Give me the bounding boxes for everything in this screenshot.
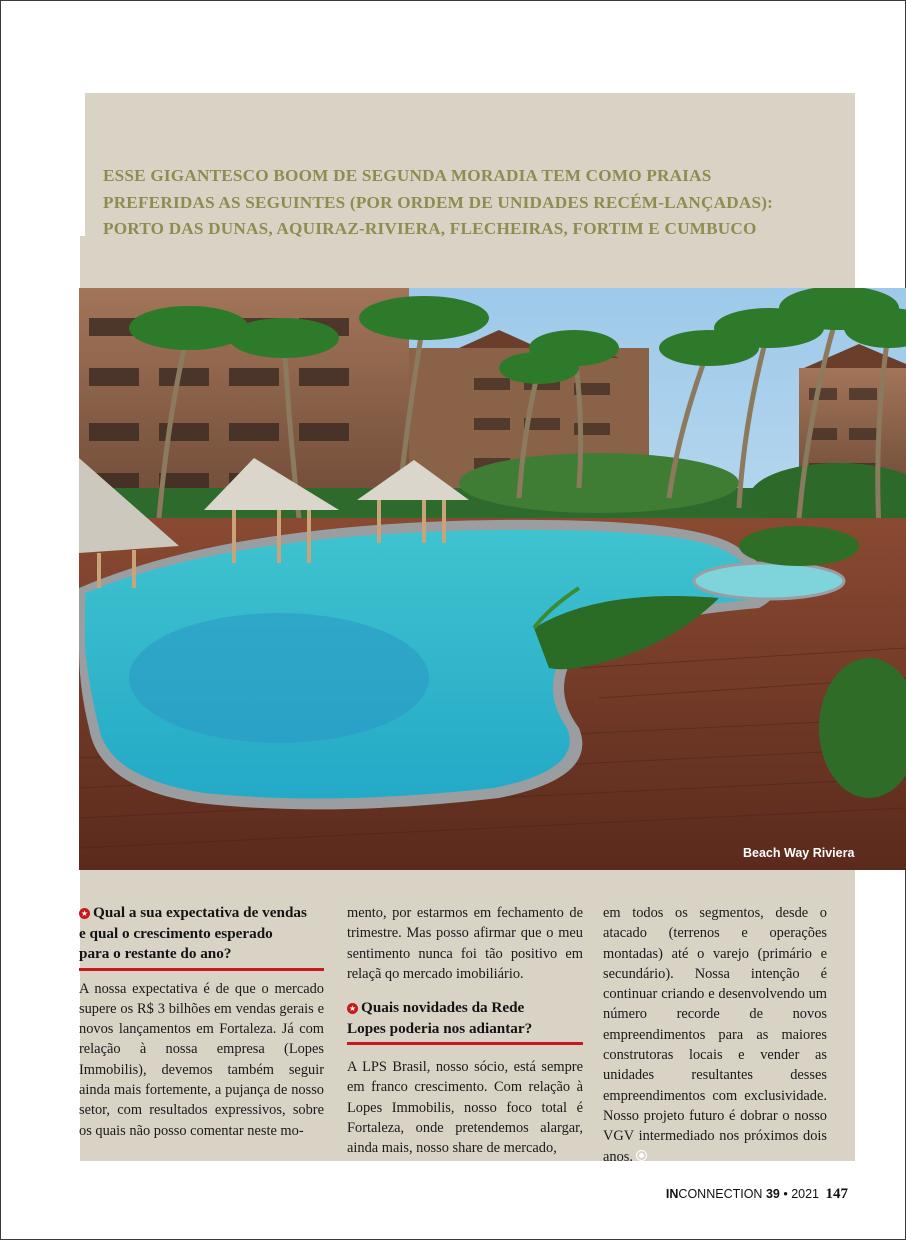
question-line: e qual o crescimento esperado [79,924,273,942]
issue-number: 39 [765,1187,780,1201]
page-number: 147 [825,1186,848,1202]
answer-paragraph: mento, por estarmos em fechamento de trimestre. Mas posso afirmar que o meu sentimento nunca foi tão positivo em relaçã qo mercado imobiliário. [347,905,583,982]
red-divider [347,1042,583,1045]
question-line: Quais novidades da Rede [361,999,525,1017]
answer-paragraph: A LPS Brasil, nosso sócio, está sempre em franco crescimento. Com relação à Lopes Immobilis, nosso foco total é Fortaleza, onde pretendemos alargar, ainda mais, nosso share de mercado, [347,1059,583,1157]
magazine-brand-bold: IN [665,1187,679,1201]
text-column-2 [347,903,583,1159]
footer-separator: • [783,1187,788,1201]
quote-accent-bar [80,93,85,236]
resort-pool-photo [79,288,906,870]
answer-paragraph: A nossa expectativa é de que o mercado supere os R$ 3 bilhões em vendas gerais e novos lançamentos em Fortaleza. Já com relação à nossa empresa (Lopes Immobilis), devemos também seguir ainda mais fortemente, a pujança de nosso setor, com resultados expressivos, sobre os quais não posso comentar neste mo- [79,980,324,1139]
pull-quote-line: PORTO DAS DUNAS, AQUIRAZ-RIVIERA, FLECHEIRAS, FORTIM E CUMBUCO [103,219,757,238]
end-of-article-icon [636,1150,647,1161]
pull-quote-line: PREFERIDAS AS SEGUINTES (POR ORDEM DE UNIDADES RECÉM-LANÇADAS): [103,192,774,212]
star-bullet-icon: ★ [80,909,89,918]
star-bullet-icon: ★ [348,1004,357,1014]
pull-quote-line: ESSE GIGANTESCO BOOM DE SEGUNDA MORADIA TEM COMO PRAIAS [103,166,712,185]
question-heading [79,903,324,965]
text-column-3 [603,903,827,1167]
page-footer [666,1186,848,1203]
question-line: Qual a sua expectativa de vendas [93,904,307,921]
text-column-1 [79,903,324,1141]
question-heading [347,998,583,1039]
question-line: Lopes poderia nos adiantar? [347,1019,533,1037]
magazine-brand: CONNECTION [678,1187,763,1201]
red-divider [79,968,324,971]
answer-paragraph: em todos os segmentos, desde o atacado (terrenos e operações montadas) até o varejo (primário e secundário). Nossa intenção é continuar criando e desenvolvendo um número recorde de novos empreendimentos para as maiores construtoras locais e vender as unidades resultantes desses empreendimentos com exclusividade. Nosso projeto futuro é dobrar o nosso VGV intermediado nos próximos dois anos. [603,905,827,1165]
pull-quote [103,163,823,243]
answer-paragraph-wrapper [603,903,827,1167]
issue-year: 2021 [791,1187,820,1201]
photo-caption: Beach Way Riviera [743,846,855,860]
question-line: para o restante do ano? [79,945,232,962]
